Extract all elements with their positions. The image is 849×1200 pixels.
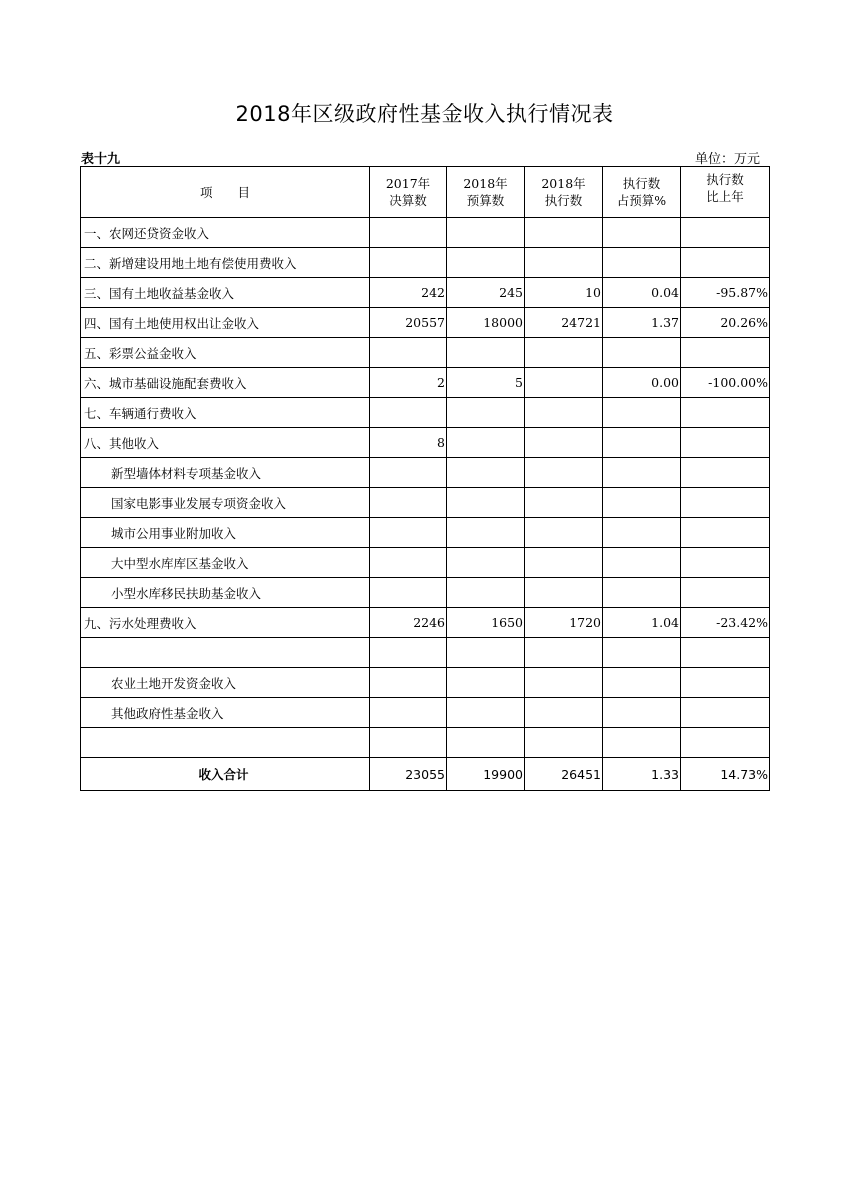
- cell-2018-actual: 10: [525, 278, 603, 308]
- row-label: 其他政府性基金收入: [81, 698, 370, 728]
- cell-2018-budget: [447, 218, 525, 248]
- table-row: [81, 278, 770, 308]
- header-item: 项 目: [81, 167, 370, 218]
- cell-pct-of-budget: 0.04: [603, 278, 681, 308]
- cell-2017-final: 2: [370, 368, 447, 398]
- cell-2018-actual: 24721: [525, 308, 603, 338]
- row-label: 六、城市基础设施配套费收入: [81, 368, 370, 398]
- total-2017-final: 23055: [370, 758, 447, 791]
- table-row: [81, 728, 770, 758]
- cell-2018-budget: [447, 548, 525, 578]
- cell-2018-budget: [447, 488, 525, 518]
- table-row: [81, 458, 770, 488]
- cell-vs-last-year: [681, 548, 770, 578]
- table-row: [81, 308, 770, 338]
- table-row: [81, 668, 770, 698]
- cell-2018-actual: [525, 698, 603, 728]
- cell-2017-final: 20557: [370, 308, 447, 338]
- cell-pct-of-budget: [603, 398, 681, 428]
- cell-vs-last-year: [681, 398, 770, 428]
- cell-2017-final: 2246: [370, 608, 447, 638]
- cell-vs-last-year: 20.26%: [681, 308, 770, 338]
- cell-pct-of-budget: [603, 728, 681, 758]
- page-title: 2018年区级政府性基金收入执行情况表: [235, 102, 614, 126]
- cell-2018-actual: [525, 398, 603, 428]
- cell-2018-actual: [525, 518, 603, 548]
- cell-2017-final: [370, 218, 447, 248]
- cell-2017-final: [370, 578, 447, 608]
- cell-2018-budget: [447, 518, 525, 548]
- total-row: [81, 758, 770, 791]
- cell-2018-actual: [525, 668, 603, 698]
- cell-vs-last-year: [681, 698, 770, 728]
- cell-2018-budget: [447, 668, 525, 698]
- cell-2018-budget: [447, 248, 525, 278]
- table-row: [81, 368, 770, 398]
- cell-pct-of-budget: [603, 338, 681, 368]
- row-label: 小型水库移民扶助基金收入: [81, 578, 370, 608]
- cell-2018-budget: [447, 398, 525, 428]
- cell-vs-last-year: [681, 428, 770, 458]
- cell-2018-budget: [447, 458, 525, 488]
- total-vs-last-year: 14.73%: [681, 758, 770, 791]
- cell-2017-final: [370, 518, 447, 548]
- row-label: 三、国有土地收益基金收入: [81, 278, 370, 308]
- cell-pct-of-budget: [603, 248, 681, 278]
- cell-pct-of-budget: [603, 458, 681, 488]
- row-label: 九、污水处理费收入: [81, 608, 370, 638]
- cell-vs-last-year: [681, 518, 770, 548]
- row-label: 四、国有土地使用权出让金收入: [81, 308, 370, 338]
- cell-pct-of-budget: 0.00: [603, 368, 681, 398]
- cell-vs-last-year: [681, 338, 770, 368]
- cell-pct-of-budget: 1.04: [603, 608, 681, 638]
- cell-vs-last-year: -100.00%: [681, 368, 770, 398]
- cell-2018-actual: [525, 458, 603, 488]
- cell-2017-final: [370, 728, 447, 758]
- cell-2018-actual: [525, 488, 603, 518]
- unit-label: 单位：万元: [694, 152, 760, 167]
- cell-2017-final: [370, 248, 447, 278]
- cell-2018-budget: 1650: [447, 608, 525, 638]
- cell-2018-actual: [525, 728, 603, 758]
- row-label: 城市公用事业附加收入: [81, 518, 370, 548]
- cell-2018-budget: [447, 428, 525, 458]
- cell-2017-final: 8: [370, 428, 447, 458]
- cell-2018-actual: [525, 368, 603, 398]
- header-2017-final: 2017年 决算数: [370, 167, 447, 218]
- table-row: [81, 338, 770, 368]
- row-label: 新型墙体材料专项基金收入: [81, 458, 370, 488]
- cell-2018-budget: 5: [447, 368, 525, 398]
- row-label: 大中型水库库区基金收入: [81, 548, 370, 578]
- cell-2018-budget: 18000: [447, 308, 525, 338]
- table-row: [81, 698, 770, 728]
- cell-2017-final: [370, 488, 447, 518]
- row-label: 一、农网还贷资金收入: [81, 218, 370, 248]
- table-row: [81, 638, 770, 668]
- total-pct-of-budget: 1.33: [603, 758, 681, 791]
- total-2018-actual: 26451: [525, 758, 603, 791]
- cell-pct-of-budget: [603, 698, 681, 728]
- table-row: [81, 428, 770, 458]
- cell-pct-of-budget: [603, 578, 681, 608]
- cell-vs-last-year: -23.42%: [681, 608, 770, 638]
- row-label: [81, 638, 370, 668]
- table-row: [81, 488, 770, 518]
- cell-vs-last-year: [681, 728, 770, 758]
- header-2018-budget: 2018年 预算数: [447, 167, 525, 218]
- cell-2017-final: 242: [370, 278, 447, 308]
- cell-2018-budget: [447, 698, 525, 728]
- table-row: [81, 398, 770, 428]
- fund-revenue-table: [80, 166, 770, 791]
- table-row: [81, 518, 770, 548]
- table-row: [81, 608, 770, 638]
- table-row: [81, 218, 770, 248]
- cell-pct-of-budget: [603, 488, 681, 518]
- cell-2018-actual: [525, 548, 603, 578]
- table-row: [81, 578, 770, 608]
- row-label: 二、新增建设用地土地有偿使用费收入: [81, 248, 370, 278]
- cell-2018-budget: 245: [447, 278, 525, 308]
- row-label: [81, 728, 370, 758]
- cell-2017-final: [370, 698, 447, 728]
- table-row: [81, 248, 770, 278]
- cell-2018-budget: [447, 728, 525, 758]
- cell-vs-last-year: [681, 218, 770, 248]
- cell-pct-of-budget: [603, 518, 681, 548]
- row-label: 农业土地开发资金收入: [81, 668, 370, 698]
- row-label: 八、其他收入: [81, 428, 370, 458]
- cell-2018-actual: [525, 338, 603, 368]
- cell-2018-actual: [525, 248, 603, 278]
- total-label: 收入合计: [81, 758, 370, 791]
- header-2018-actual: 2018年 执行数: [525, 167, 603, 218]
- cell-2018-actual: [525, 638, 603, 668]
- cell-pct-of-budget: [603, 668, 681, 698]
- cell-vs-last-year: [681, 248, 770, 278]
- cell-vs-last-year: [681, 668, 770, 698]
- total-2018-budget: 19900: [447, 758, 525, 791]
- cell-2017-final: [370, 638, 447, 668]
- cell-vs-last-year: [681, 578, 770, 608]
- cell-2017-final: [370, 668, 447, 698]
- cell-pct-of-budget: [603, 638, 681, 668]
- header-pct-of-budget: 执行数 占预算%: [603, 167, 681, 218]
- cell-2018-budget: [447, 638, 525, 668]
- cell-2018-actual: [525, 218, 603, 248]
- cell-2018-actual: [525, 578, 603, 608]
- cell-2017-final: [370, 458, 447, 488]
- cell-2018-actual: [525, 428, 603, 458]
- cell-vs-last-year: [681, 488, 770, 518]
- cell-2017-final: [370, 338, 447, 368]
- cell-pct-of-budget: [603, 548, 681, 578]
- table-number: 表十九: [81, 152, 121, 167]
- cell-pct-of-budget: [603, 218, 681, 248]
- row-label: 五、彩票公益金收入: [81, 338, 370, 368]
- cell-pct-of-budget: [603, 428, 681, 458]
- cell-2018-budget: [447, 338, 525, 368]
- table-row: [81, 548, 770, 578]
- cell-vs-last-year: [681, 638, 770, 668]
- cell-vs-last-year: -95.87%: [681, 278, 770, 308]
- header-vs-last-year: 执行数 比上年: [681, 167, 770, 218]
- cell-2018-actual: 1720: [525, 608, 603, 638]
- header-row: [81, 167, 770, 218]
- cell-2017-final: [370, 398, 447, 428]
- cell-pct-of-budget: 1.37: [603, 308, 681, 338]
- cell-2018-budget: [447, 578, 525, 608]
- cell-2017-final: [370, 548, 447, 578]
- row-label: 七、车辆通行费收入: [81, 398, 370, 428]
- cell-vs-last-year: [681, 458, 770, 488]
- row-label: 国家电影事业发展专项资金收入: [81, 488, 370, 518]
